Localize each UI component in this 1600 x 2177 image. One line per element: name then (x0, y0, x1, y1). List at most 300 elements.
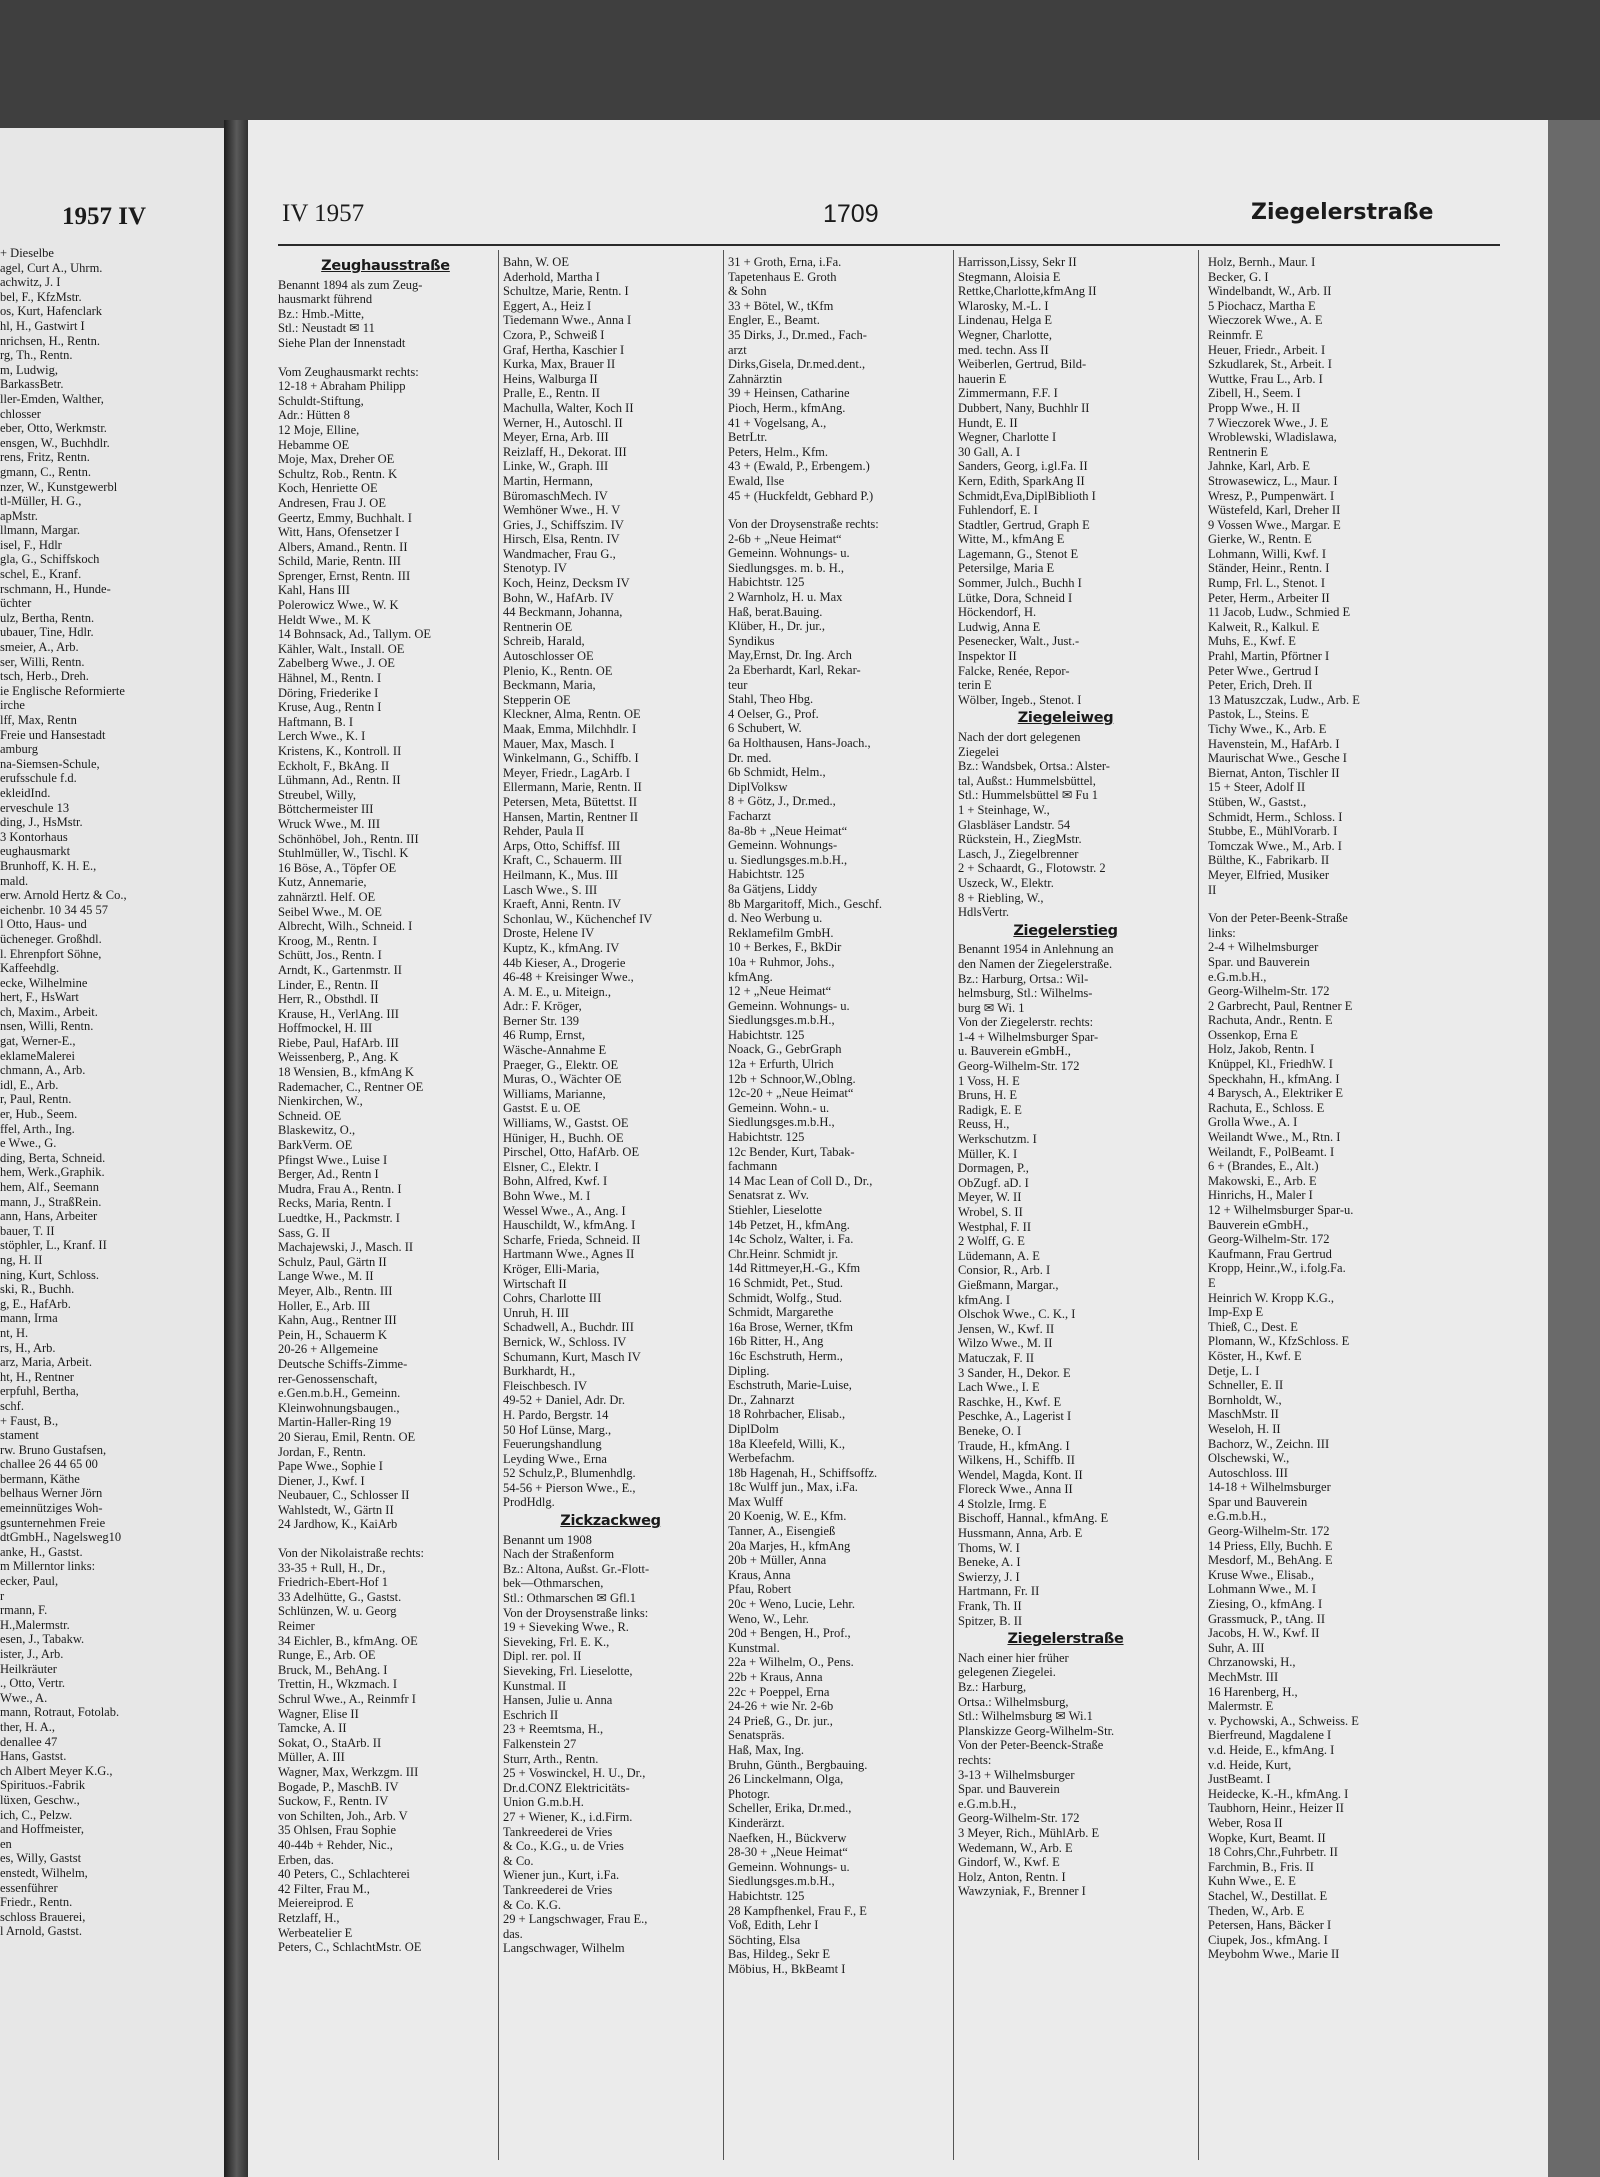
directory-entry: Voß, Edith, Lehr I (728, 1918, 819, 1933)
directory-entry: Gries, J., Schiffszim. IV (503, 517, 624, 532)
left-page-line: challee 26 44 65 00 (0, 1457, 98, 1472)
directory-entry: 16 Schmidt, Pet., Stud. (728, 1275, 843, 1290)
directory-entry: Von der Nikolaistraße rechts: (278, 1546, 424, 1561)
left-page-line: mann, Irma (0, 1311, 58, 1326)
directory-entry: Georg-Wilhelm-Str. 172 (958, 1059, 1080, 1074)
directory-entry: Wruck Wwe., M. III (278, 816, 381, 831)
directory-entry: Hirsch, Elsa, Rentn. IV (503, 532, 620, 547)
directory-entry: burg ✉ Wi. 1 (958, 1000, 1025, 1015)
directory-entry: Herr, R., Obsthdl. II (278, 992, 379, 1007)
directory-entry: Maurischat Wwe., Gesche I (1208, 751, 1347, 766)
left-page-line: er, Hub., Seem. (0, 1107, 78, 1122)
directory-entry: Nach einer hier früher (958, 1650, 1069, 1665)
directory-entry: Stuhlmüller, W., Tischl. K (278, 846, 409, 861)
directory-entry: Höckendorf, H. (958, 605, 1037, 620)
directory-entry: Kristens, K., Kontroll. II (278, 744, 402, 758)
directory-entry: Consior, R., Arb. I (958, 1263, 1051, 1278)
directory-entry: Eschrich II (503, 1707, 559, 1722)
left-page-line: chlosser (0, 406, 41, 421)
directory-entry: Spar und Bauverein (1208, 1494, 1308, 1509)
directory-entry: 20a Marjes, H., kfmAng (728, 1538, 851, 1553)
left-page-line: ch, Maxim., Arbeit. (0, 1004, 98, 1019)
directory-entry: Senatspräs. (728, 1728, 785, 1743)
directory-entry: Harrisson,Lissy, Sekr II (958, 255, 1077, 269)
directory-entry: 14c Scholz, Walter, i. Fa. (728, 1232, 854, 1247)
directory-entry: 39 + Heinsen, Catharine (728, 386, 850, 401)
directory-entry: Hartmann, Fr. II (958, 1584, 1040, 1599)
left-page-line: agel, Curt A., Uhrm. (0, 260, 103, 275)
directory-entry: 18 Wensien, B., kfmAng K (278, 1065, 414, 1080)
left-page-header: 1957 IV (62, 203, 147, 230)
left-page-line: l Otto, Haus- und (0, 917, 87, 932)
directory-entry: Georg-Wilhelm-Str. 172 (1208, 984, 1330, 999)
directory-entry: Meyer, Alb., Rentn. III (278, 1283, 393, 1298)
column-divider (723, 250, 724, 2160)
directory-entry: Uszeck, W., Elektr. (958, 875, 1054, 890)
left-page-line: Kaffeehdlg. (0, 961, 60, 976)
directory-entry: Siedlungsges.m.b.H., (728, 1874, 835, 1889)
directory-entry: 6 Schubert, W. (728, 721, 802, 736)
directory-entry: helmsburg, Stl.: Wilhelms- (958, 986, 1093, 1001)
directory-entry: Eschstruth, Marie-Luise, (728, 1378, 852, 1393)
directory-entry: Kröger, Elli-Maria, (503, 1261, 600, 1276)
directory-entry: Wedemann, W., Arb. E (958, 1840, 1073, 1855)
directory-entry: Williams, W., Gastst. OE (503, 1116, 629, 1131)
directory-entry: Rentnerin OE (503, 619, 573, 634)
left-page-line: ding, Berta, Schneid. (0, 1150, 106, 1165)
directory-entry: BetrLtr. (728, 430, 768, 445)
directory-entry: 20d + Bengen, H., Prof., (728, 1626, 851, 1641)
directory-entry: 49-52 + Daniel, Adr. Dr. (503, 1393, 625, 1408)
directory-entry: Stl.: Wilhelmsburg ✉ Wi.1 (958, 1709, 1093, 1724)
directory-entry: Westphal, F. II (958, 1219, 1031, 1234)
left-page-line: ding, J., HsMstr. (0, 815, 83, 830)
directory-entry: Bohn Wwe., M. I (503, 1189, 591, 1203)
directory-entry: 50 Hof Lünse, Marg., (503, 1422, 612, 1437)
directory-entry: Habichtstr. 125 (728, 1130, 805, 1145)
directory-entry: Dipling. (728, 1363, 770, 1378)
directory-entry: arzt (728, 342, 747, 357)
directory-entry: den Namen der Ziegelerstraße. (958, 956, 1113, 971)
directory-entry: Schumann, Kurt, Masch IV (503, 1349, 641, 1364)
directory-entry: Mesdorf, M., BehAng. E (1208, 1553, 1333, 1568)
directory-entry: Schmidt, Herm., Schloss. I (1208, 809, 1343, 824)
left-page-line: emeinnütziges Woh- (0, 1501, 103, 1516)
left-page-line: mann, Rotraut, Fotolab. (0, 1705, 120, 1720)
directory-entry: Hansen, Martin, Rentner II (503, 809, 639, 824)
left-page-line: ecke, Wilhelmine (0, 975, 88, 990)
directory-entry: Recks, Maria, Rentn. I (278, 1196, 392, 1211)
directory-entry: 20-26 + Allgemeine (278, 1342, 379, 1357)
left-page-line: na-Siemsen-Schule, (0, 756, 100, 771)
directory-entry: kfmAng. I (958, 1292, 1011, 1307)
directory-entry: Schild, Marie, Rentn. III (278, 554, 401, 569)
directory-entry: Reinmfr. E (1208, 327, 1263, 342)
left-page-line: schel, E., Kranf. (0, 567, 82, 582)
directory-entry: Wroblewski, Wladislawa, (1208, 430, 1337, 445)
directory-entry: Schönhöbel, Joh., Rentn. III (278, 831, 419, 846)
column-2 (503, 255, 718, 1956)
directory-entry: Tiedemann Wwe., Anna I (503, 313, 632, 328)
directory-entry: Hundt, E. II (958, 415, 1018, 430)
directory-entry: Pein, H., Schauerm K (278, 1327, 388, 1342)
directory-entry: Farchmin, B., Fris. II (1208, 1859, 1314, 1874)
directory-entry: Tapetenhaus E. Groth (728, 269, 837, 284)
directory-entry: Lasch, J., Ziegelbrenner (958, 846, 1079, 861)
directory-entry: Ewald, Ilse (728, 473, 785, 488)
left-page-line: eklameMalerei (0, 1048, 75, 1063)
directory-entry: Union G.m.b.H. (503, 1795, 584, 1810)
directory-entry: Nienkirchen, W., (278, 1094, 363, 1109)
directory-entry: Hoffmockel, H. III (278, 1021, 373, 1036)
directory-entry: Heidecke, K.-H., kfmAng. I (1208, 1786, 1349, 1801)
left-page-line: nt, H. (0, 1325, 29, 1340)
directory-entry: Wlarosky, M.-L. I (958, 298, 1049, 313)
directory-entry: 8b Margaritoff, Mich., Geschf. (728, 896, 883, 911)
directory-entry: Ortsa.: Wilhelmsburg, (958, 1694, 1069, 1709)
left-page-line: Heilkräuter (0, 1661, 57, 1676)
left-page-line: BarkassBetr. (0, 377, 64, 392)
directory-entry: Polerowicz Wwe., W. K (278, 598, 399, 613)
directory-entry: Wilkens, H., Schiffb. II (958, 1453, 1075, 1468)
directory-entry: Bz.: Wandsbek, Ortsa.: Alster- (958, 759, 1110, 774)
directory-entry: Schonlau, W., Küchenchef IV (503, 911, 653, 926)
directory-entry: Peter Wwe., Gertrud I (1208, 663, 1319, 678)
directory-entry: Heldt Wwe., M. K (278, 612, 371, 627)
directory-entry: Noack, G., GebrGraph (728, 1042, 842, 1057)
directory-entry: Ciupek, Jos., kfmAng. I (1208, 1932, 1328, 1947)
left-page-line: mann, J., StraßRein. (0, 1194, 102, 1209)
directory-entry: Werner, H., Autoschl. II (503, 415, 623, 430)
directory-entry: Siehe Plan der Innenstadt (278, 335, 406, 350)
directory-entry: Wuttke, Frau L., Arb. I (1208, 371, 1323, 386)
left-page-line: Freie und Hansestadt (0, 727, 106, 742)
directory-entry: II (1208, 882, 1217, 897)
directory-entry: Zibell, H., Seem. I (1208, 386, 1301, 401)
left-page-line: ubauer, Tine, Hdlr. (0, 625, 94, 640)
directory-entry: Berger, Ad., Rentn I (278, 1167, 379, 1182)
directory-entry: 14d Rittmeyer,H.-G., Kfm (728, 1261, 861, 1276)
directory-entry: Grolla Wwe., A. I (1208, 1115, 1298, 1130)
directory-entry: JustBeamt. I (1208, 1772, 1271, 1787)
directory-entry: Stl.: Hummelsbüttel ✉ Fu 1 (958, 788, 1098, 803)
directory-entry: Machajewski, J., Masch. II (278, 1240, 414, 1255)
directory-entry: fachmann (728, 1159, 778, 1174)
directory-entry: Bohn, Alfred, Kwf. I (503, 1174, 608, 1189)
directory-entry: Plomann, W., KfzSchloss. E (1208, 1334, 1350, 1349)
left-page-line: esen, J., Tabakw. (0, 1632, 85, 1647)
directory-entry: Habichtstr. 125 (728, 1888, 805, 1903)
directory-entry: Wagner, Elise II (278, 1706, 359, 1721)
directory-entry: hausmarkt führend (278, 292, 373, 307)
directory-entry: Rademacher, C., Rentner OE (278, 1079, 424, 1094)
directory-entry: Holz, Anton, Rentn. I (958, 1869, 1066, 1884)
directory-entry: 46-48 + Kreisinger Wwe., (503, 970, 634, 985)
directory-entry: Schrul Wwe., A., Reinmfr I (278, 1692, 416, 1706)
directory-entry: Kraus, Anna (728, 1567, 791, 1582)
directory-entry: Hansen, Julie u. Anna (503, 1693, 613, 1708)
left-page-line: r (0, 1588, 5, 1603)
directory-entry: Habichtstr. 125 (728, 575, 805, 590)
directory-entry: Unruh, H. III (503, 1305, 569, 1320)
left-page-line: erpfuhl, Bertha, (0, 1384, 79, 1399)
directory-entry: Petersilge, Maria E (958, 561, 1055, 576)
column-divider (1198, 250, 1199, 2160)
directory-entry: Hauschildt, W., kfmAng. I (503, 1218, 636, 1233)
directory-entry: 22b + Kraus, Anna (728, 1670, 823, 1684)
directory-entry: Bz.: Altona, Außst. Gr.-Flott- (503, 1561, 650, 1576)
directory-entry: Bruhn, Günth., Bergbauing. (728, 1757, 868, 1772)
left-page-line: tl-Müller, H. G., (0, 494, 82, 509)
page-number: 1709 (823, 200, 879, 228)
directory-entry: Schmidt, Margarethe (728, 1305, 834, 1320)
left-page-line: bauer, T. II (0, 1223, 55, 1238)
directory-entry: Syndikus (728, 633, 775, 648)
directory-entry: 12-18 + Abraham Philipp (278, 379, 406, 394)
directory-entry: 12 + „Neue Heimat“ (728, 984, 832, 999)
directory-entry: Scharfe, Frieda, Schneid. II (503, 1232, 641, 1247)
directory-entry: Aderhold, Martha I (503, 269, 600, 284)
directory-entry: Photogr. (728, 1786, 771, 1801)
directory-entry: Gießmann, Margar., (958, 1277, 1059, 1292)
directory-entry: Bz.: Harburg, Ortsa.: Wil- (958, 971, 1089, 986)
directory-entry: Reklamefilm GmbH. (728, 925, 834, 940)
directory-entry: Holler, E., Arb. III (278, 1298, 371, 1313)
left-page-line: eughausmarkt (0, 844, 71, 859)
directory-entry: Propp Wwe., H. II (1208, 400, 1301, 415)
directory-entry: Autoschlosser OE (503, 649, 594, 664)
column-5 (1208, 255, 1500, 1962)
left-page-line: schf. (0, 1398, 24, 1413)
left-page-line: essenführer (0, 1880, 58, 1895)
directory-entry: Linder, E., Rentn. II (278, 977, 379, 992)
directory-entry: Rettke,Charlotte,kfmAng II (958, 284, 1097, 299)
directory-entry: Döring, Friederike I (278, 685, 379, 700)
left-page-line: üchter (0, 596, 32, 611)
directory-entry: 52 Schulz,P., Blumenhdlg. (503, 1466, 636, 1481)
directory-entry: Habichtstr. 125 (728, 1027, 805, 1042)
left-page-line: ., Otto, Vertr. (0, 1676, 66, 1691)
directory-entry: 10a + Ruhmor, Johs., (728, 954, 835, 969)
directory-entry: Petersen, Meta, Bütettst. II (503, 794, 637, 809)
directory-entry: & Sohn (728, 284, 767, 299)
left-page-line: erw. Arnold Hertz & Co., (0, 888, 127, 903)
directory-entry: Kunstmal. (728, 1640, 780, 1655)
directory-entry: 24 Prieß, G., Dr. jur., (728, 1713, 833, 1728)
left-page-line: r, Paul, Rentn. (0, 1092, 72, 1107)
left-page-line: Hans, Gastst. (0, 1749, 67, 1764)
directory-entry: Wopke, Kurt, Beamt. II (1208, 1830, 1326, 1845)
directory-entry: 8a Gätjens, Liddy (728, 881, 818, 896)
directory-entry: Müller, K. I (958, 1146, 1018, 1161)
directory-entry: 3 Meyer, Rich., MühlArb. E (958, 1825, 1100, 1840)
directory-entry: Bas, Hildeg., Sekr E (728, 1947, 831, 1962)
left-page-line: nrichsen, H., Rentn. (0, 333, 100, 348)
directory-entry: & Co. K.G. (503, 1897, 561, 1912)
directory-entry: 25 + Voswinckel, H. U., Dr., (503, 1766, 646, 1781)
left-page-line: schloss Brauerei, (0, 1909, 86, 1924)
directory-entry: Tichy Wwe., K., Arb. E (1208, 722, 1327, 736)
directory-entry: 12 + Wilhelmsburger Spar-u. (1208, 1203, 1354, 1217)
directory-entry: e.G.m.b.H., (1208, 1509, 1267, 1524)
directory-entry: Spar. und Bauverein (1208, 954, 1310, 969)
left-page-fragment (0, 128, 224, 2177)
directory-entry: Gindorf, W., Kwf. E (958, 1855, 1060, 1870)
directory-entry: Wawzyniak, F., Brenner I (958, 1884, 1086, 1899)
directory-entry: Kern, Edith, SparkAng II (958, 473, 1085, 488)
directory-entry: Reimer (278, 1619, 315, 1634)
directory-entry: Dormagen, P., (958, 1161, 1029, 1176)
left-page-line: erveschule 13 (0, 800, 70, 815)
directory-entry: Engler, E., Beamt. (728, 313, 820, 328)
directory-entry: 6a Holthausen, Hans-Joach., (728, 736, 871, 750)
directory-entry: Trettin, H., Wkzmach. I (278, 1677, 398, 1692)
directory-entry: Stl.: Neustadt ✉ 11 (278, 321, 375, 336)
directory-entry: Kinderärzt. (728, 1815, 785, 1830)
directory-entry: 8 + Riebling, W., (958, 890, 1044, 905)
directory-entry: Max Wulff (728, 1494, 783, 1509)
directory-entry: rechts: (958, 1752, 992, 1767)
left-page-line: ht, H., Rentner (0, 1369, 74, 1384)
directory-entry: Weiberlen, Gertrud, Bild- (958, 357, 1087, 372)
directory-entry: 44 Beckmann, Johanna, (503, 605, 623, 620)
directory-entry: u. Siedlungsges.m.b.H., (728, 852, 848, 867)
directory-entry: Radigk, E. E (958, 1102, 1022, 1117)
directory-entry: Bruck, M., BehAng. I (278, 1662, 388, 1677)
directory-entry: Peters, Helm., Kfm. (728, 444, 828, 459)
directory-entry: u. Bauverein eGmbH., (958, 1044, 1071, 1059)
directory-entry: Pesenecker, Walt., Just.- (958, 634, 1080, 649)
directory-entry: Beckmann, Maria, (503, 678, 596, 693)
left-page-line: gmann, C., Rentn. (0, 464, 91, 479)
directory-entry: Beneke, O. I (958, 1423, 1022, 1438)
left-page-line: ther, H. A., (0, 1719, 56, 1734)
directory-entry: 4 Barysch, A., Elektriker E (1208, 1086, 1344, 1101)
directory-entry: Gastst. E u. OE (503, 1101, 581, 1116)
directory-entry: Ziegelei (958, 744, 999, 759)
left-page-line: nsen, Willi, Rentn. (0, 1019, 94, 1034)
directory-entry: Geertz, Emmy, Buchhalt. I (278, 510, 412, 525)
directory-entry: Habichtstr. 125 (728, 867, 805, 882)
directory-entry: 16 Harenberg, H., (1208, 1684, 1298, 1699)
directory-entry: Falkenstein 27 (503, 1736, 577, 1751)
directory-entry: Wilzo Wwe., M. II (958, 1336, 1053, 1351)
directory-entry: DiplVolksw (728, 779, 788, 794)
directory-entry: Knüppel, Kl., FriedhW. I (1208, 1057, 1333, 1072)
directory-entry: Pralle, E., Rentn. II (503, 386, 600, 401)
page-marker: IV 1957 (282, 200, 365, 227)
directory-entry: Langschwager, Wilhelm (503, 1941, 625, 1956)
left-page-line: gat, Werner-E., (0, 1034, 76, 1049)
directory-entry: Weber, Rosa II (1208, 1815, 1283, 1830)
directory-entry: 40-44b + Rehder, Nic., (278, 1837, 393, 1852)
directory-entry: Feuerungshandlung (503, 1437, 602, 1452)
left-page-line: m, Ludwig, (0, 362, 58, 377)
directory-entry: 35 Ohlsen, Frau Sophie (278, 1823, 397, 1838)
directory-entry: Pape Wwe., Sophie I (278, 1459, 383, 1474)
directory-entry: Stiehler, Lieselotte (728, 1203, 822, 1217)
directory-entry: Wegner, Charlotte, (958, 327, 1052, 342)
directory-entry: Siedlungsges.m.b.H., (728, 1013, 835, 1028)
directory-entry: 18 Rohrbacher, Elisab., (728, 1407, 846, 1422)
directory-entry: Heuer, Friedr., Arbeit. I (1208, 342, 1326, 357)
directory-entry: Vom Zeughausmarkt rechts: (278, 364, 419, 379)
directory-entry: Glasbläser Landstr. 54 (958, 817, 1071, 832)
directory-entry: Spar. und Bauverein (958, 1782, 1060, 1797)
left-page-line: bel, F., KfzMstr. (0, 289, 82, 304)
left-page-line: l Arnold, Gastst. (0, 1924, 82, 1939)
directory-entry: Makowski, E., Arb. E (1208, 1173, 1317, 1188)
directory-entry: Ständer, Heinr., Rentn. I (1208, 561, 1330, 576)
directory-entry: 12b + Schnoor,W.,Oblng. (728, 1071, 856, 1086)
directory-entry: Sprenger, Ernst, Rentn. III (278, 568, 411, 583)
directory-entry: 8 + Götz, J., Dr.med., (728, 794, 836, 809)
left-page-line: apMstr. (0, 508, 38, 523)
directory-entry: tal, Außst.: Hummelsbüttel, (958, 773, 1096, 788)
directory-entry: Swierzy, J. I (958, 1569, 1020, 1584)
directory-entry: Autoschloss. III (1208, 1465, 1288, 1480)
column-divider (953, 250, 954, 2160)
column-4 (958, 255, 1173, 1899)
directory-entry: bek—Othmarschen, (503, 1576, 604, 1591)
directory-entry: Bülthe, K., Fabrikarb. II (1208, 853, 1330, 868)
directory-entry: Werbeatelier E (278, 1925, 353, 1940)
directory-entry: Ziesing, O., kfmAng. I (1208, 1597, 1323, 1612)
directory-entry: Zabelberg Wwe., J. OE (278, 656, 395, 671)
directory-entry: 30 Gall, A. I (958, 444, 1021, 459)
directory-entry: 14-18 + Wilhelmsburger (1208, 1480, 1331, 1495)
directory-entry: Stenotyp. IV (503, 561, 567, 576)
directory-entry: Adr.: Hütten 8 (278, 408, 350, 423)
directory-entry: Peter, Erich, Dreh. II (1208, 678, 1313, 693)
directory-entry: Söchting, Elsa (728, 1932, 801, 1947)
directory-entry: 12c-20 + „Neue Heimat“ (728, 1086, 854, 1101)
directory-entry: Maak, Emma, Milchhdlr. I (503, 722, 637, 736)
directory-entry: Stepperin OE (503, 692, 571, 707)
directory-entry: 2 Garbrecht, Paul, Rentner E (1208, 998, 1353, 1013)
directory-entry: 22c + Poeppel, Erna (728, 1684, 830, 1699)
directory-entry: Olschok Wwe., C. K., I (958, 1307, 1076, 1322)
left-page-line: en (0, 1836, 12, 1851)
left-page-line: hem, Alf., Seemann (0, 1180, 99, 1194)
directory-entry: Grassmuck, P., tAng. II (1208, 1611, 1326, 1626)
column-3 (728, 255, 943, 1976)
left-page-line: achwitz, J. I (0, 275, 61, 290)
left-page-line: stament (0, 1428, 39, 1443)
directory-entry: A. M. E., u. Miteign., (503, 984, 611, 999)
directory-entry: Meyer, Friedr., LagArb. I (503, 765, 630, 780)
left-page-line: chmann, A., Arb. (0, 1063, 86, 1078)
directory-entry: Machulla, Walter, Koch II (503, 400, 634, 415)
directory-entry: Bornholdt, W., (1208, 1392, 1282, 1407)
directory-entry: von Schilten, Joh., Arb. V (278, 1808, 408, 1823)
directory-entry: 18a Kleefeld, Willi, K., (728, 1436, 845, 1451)
left-page-line: anke, H., Gastst. (0, 1544, 83, 1559)
directory-entry: Jahnke, Karl, Arb. E (1208, 459, 1311, 474)
directory-entry: 33 + Bötel, W., tKfm (728, 298, 834, 313)
directory-entry: Von der Droysenstraße rechts: (728, 517, 879, 532)
directory-entry: 13 Matuszczak, Ludw., Arb. E (1208, 692, 1360, 707)
directory-entry: Szkudlarek, St., Arbeit. I (1208, 357, 1332, 372)
directory-entry: Martin, Hermann, (503, 473, 593, 488)
directory-entry: Kähler, Walt., Install. OE (278, 641, 405, 656)
directory-entry: Holz, Jakob, Rentn. I (1208, 1042, 1315, 1057)
directory-entry: Sieveking, Frl. E. K., (503, 1634, 610, 1649)
left-page-line: rschmann, H., Hunde- (0, 581, 111, 596)
left-page-line: erufsschule f.d. (0, 771, 77, 786)
left-page-line: lüxen, Geschw., (0, 1792, 80, 1807)
directory-entry: Diener, J., Kwf. I (278, 1473, 365, 1488)
